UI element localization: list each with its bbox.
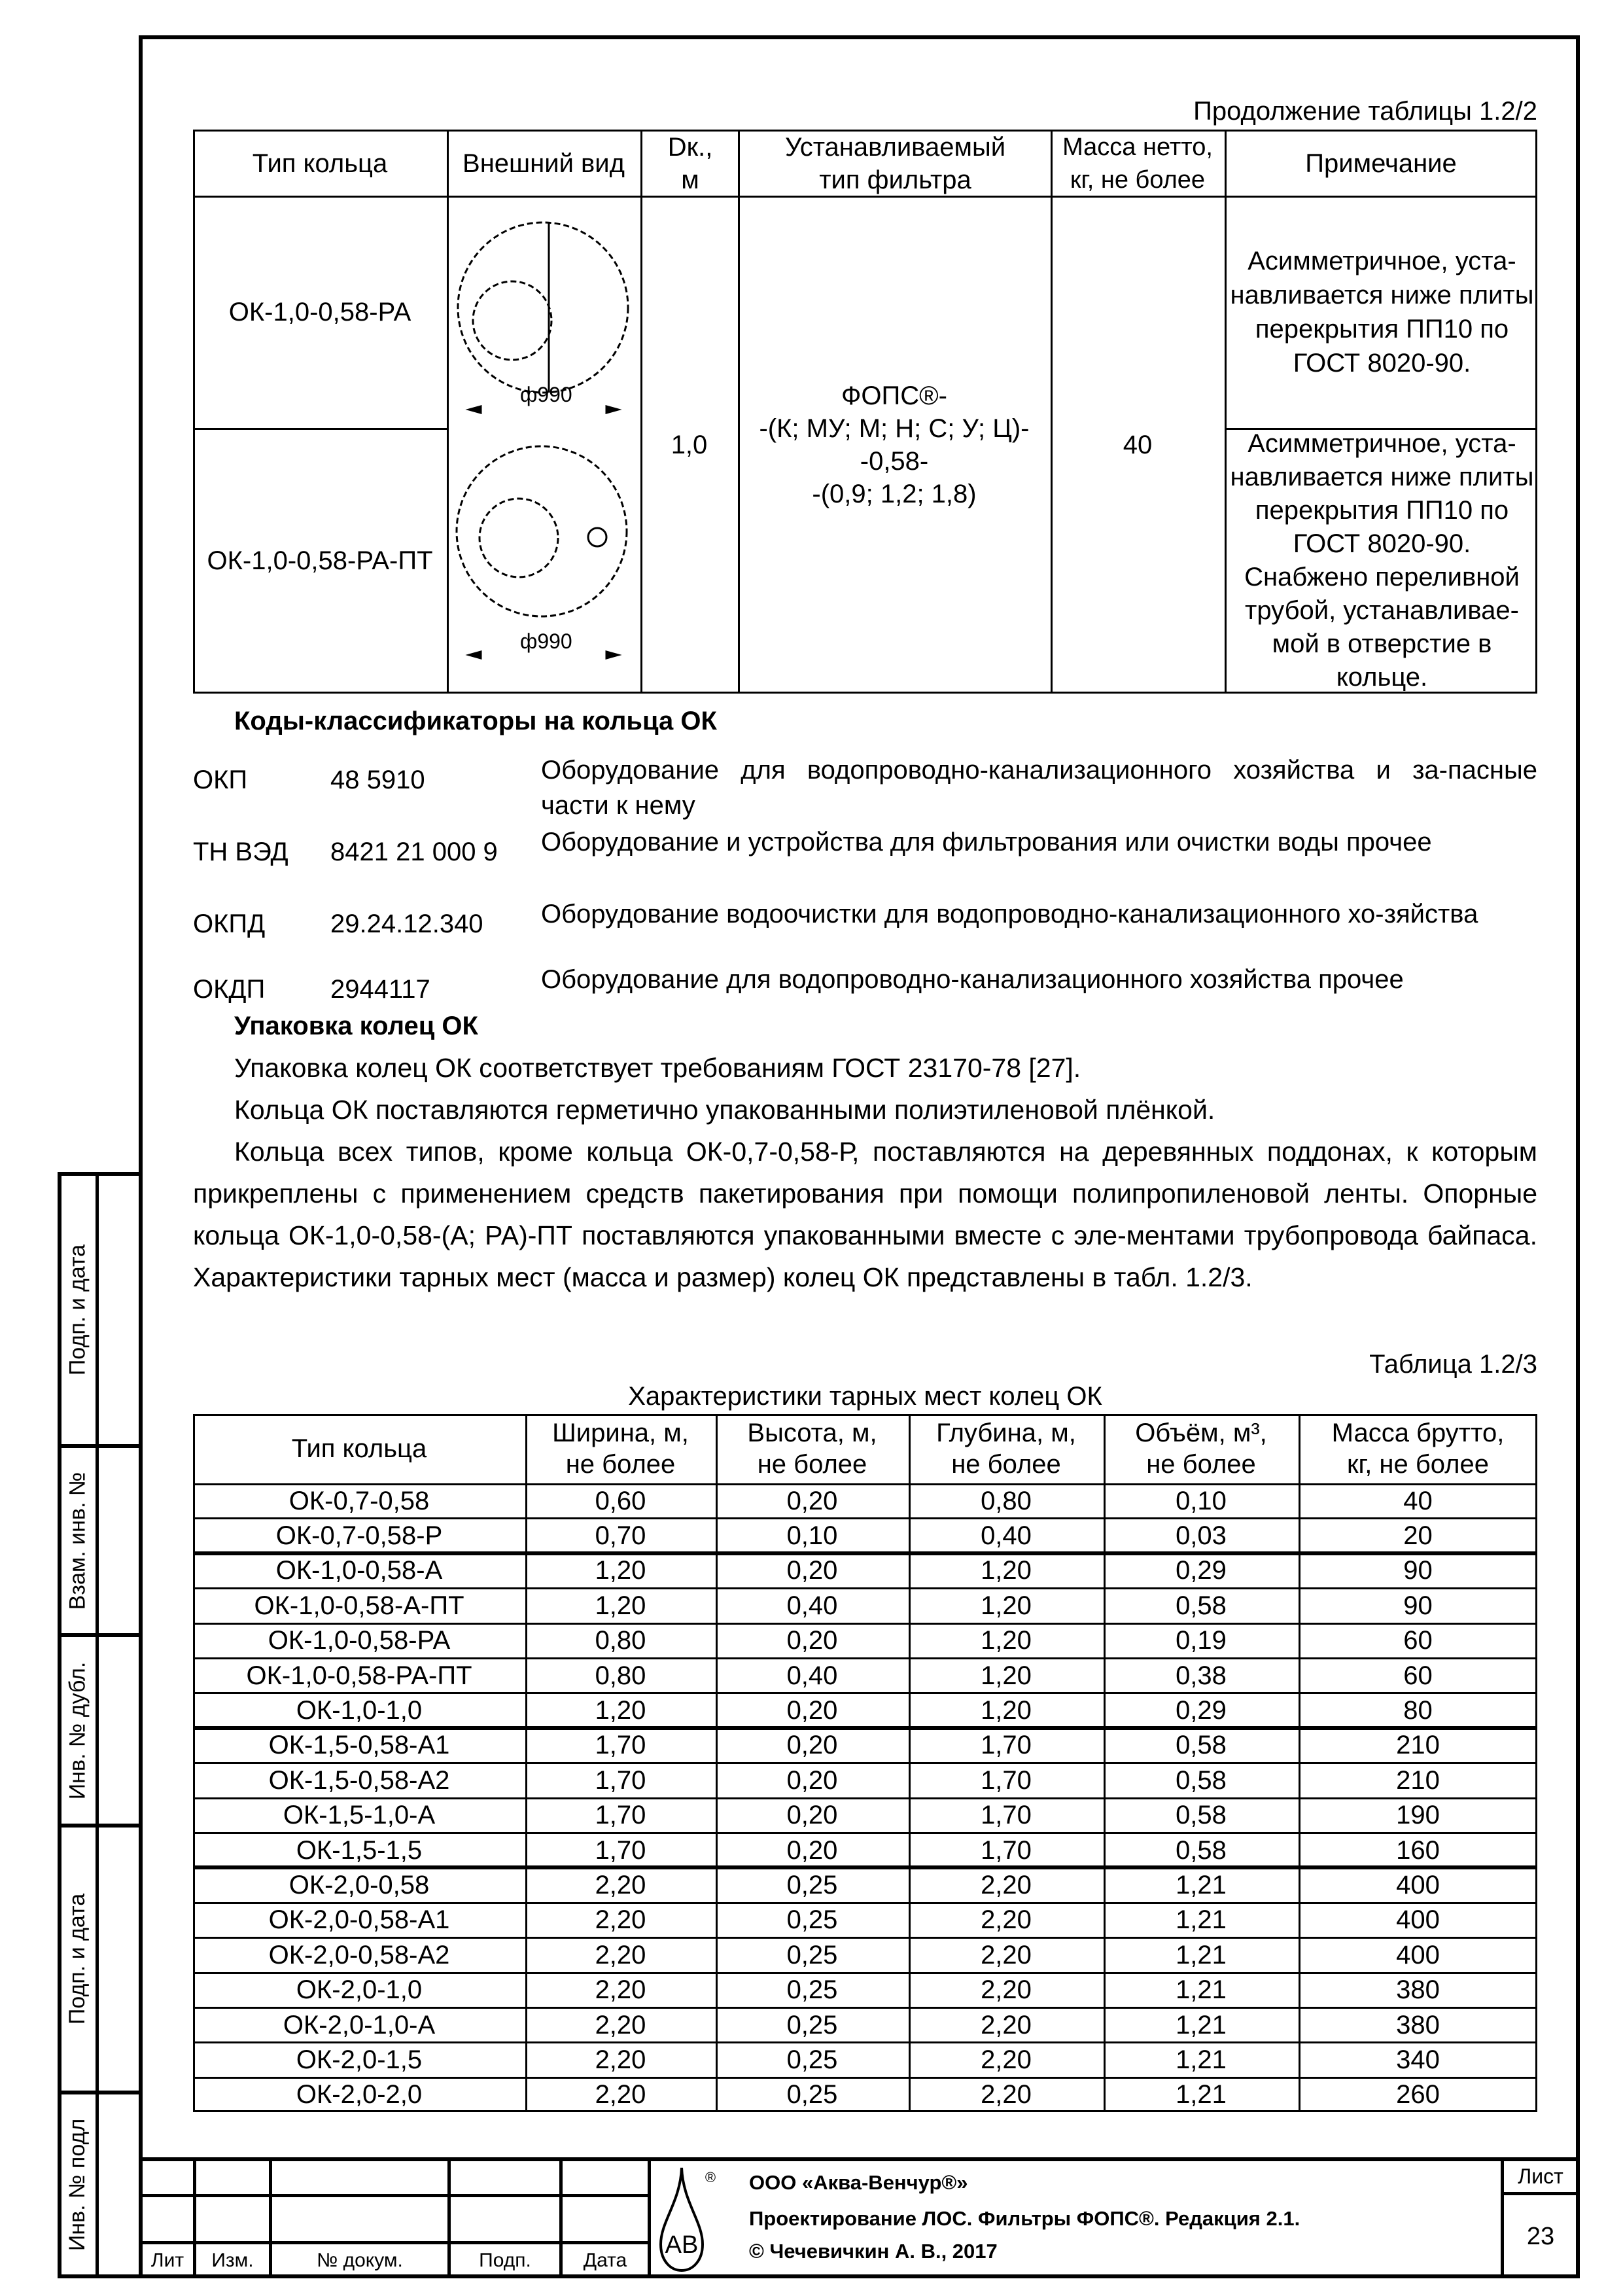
table-cell: 0,10	[786, 1521, 838, 1551]
code-label: ОКПД	[193, 910, 266, 938]
table-cell: 1,70	[981, 1835, 1032, 1865]
table-cell: 2,20	[981, 2010, 1032, 2040]
table-cell: 260	[1396, 2080, 1440, 2110]
table-cell: 1,70	[981, 1801, 1032, 1830]
side-stamp-label: Подп. и дата	[65, 1893, 90, 2025]
header-appearance: Внешний вид	[462, 149, 625, 178]
table-cell: 0,20	[786, 1486, 838, 1515]
table-cell: 0,25	[786, 1940, 838, 1969]
tb-col-izm: Изм.	[211, 2250, 254, 2271]
ring-drawing-ra-pt	[457, 446, 627, 658]
code-description: Оборудование и устройства для фильтрования или очистки воды прочее	[541, 828, 1432, 857]
table-cell: 1,20	[595, 1591, 646, 1620]
code-value: 8421 21 000 9	[330, 838, 498, 866]
table-cell: 1,70	[981, 1731, 1032, 1760]
arrow-right-icon	[606, 652, 618, 658]
paragraph: Кольца ОК поставляются герметично упакованными полиэтиленовой плёнкой.	[234, 1095, 1215, 1125]
side-stamp-label: Инв. № подл	[65, 2118, 90, 2252]
copyright: © Чечевичкин А. В., 2017	[749, 2240, 998, 2263]
table-cell: 2,20	[595, 2045, 646, 2075]
table-cell: 1,20	[981, 1696, 1032, 1725]
table-cell: 1,20	[981, 1556, 1032, 1585]
table-cell: 0,25	[786, 2080, 838, 2110]
table-cell: 2,20	[981, 1905, 1032, 1935]
arrow-left-icon	[469, 406, 481, 413]
note-cell: Асимметричное, уста-навливается ниже плиты перекрытия ПП10 по ГОСТ 8020-90.	[1230, 247, 1534, 378]
table-cell: 2,20	[595, 1975, 646, 2005]
code-description: Оборудование для водопроводно-канализационного хозяйства и за-пасные части к нему	[541, 756, 1537, 820]
table-header-cell: Глубина, м, не более	[936, 1419, 1076, 1479]
table-cell: 400	[1396, 1871, 1440, 1900]
table-cell: 380	[1396, 1975, 1440, 2005]
company-name: ООО «Аква-Венчур®»	[749, 2171, 968, 2194]
table-cell: 400	[1396, 1905, 1440, 1935]
table-cell: ОК-1,0-1,0	[296, 1696, 423, 1725]
table-cell: 1,20	[981, 1661, 1032, 1690]
header-type: Тип кольца	[252, 149, 388, 178]
table-cell: 0,20	[786, 1765, 838, 1795]
paragraph: Упаковка колец ОК соответствует требованиям ГОСТ 23170-78 [27].	[234, 1053, 1081, 1083]
table-cell: 0,25	[786, 2010, 838, 2040]
table-cell: 0,20	[786, 1696, 838, 1725]
header-filter: Устанавливаемый тип фильтра	[784, 133, 1006, 194]
table-cell: 0,20	[786, 1801, 838, 1830]
project-name: Проектирование ЛОС. Фильтры ФОПС®. Редакция 2.1.	[749, 2207, 1300, 2230]
table-cell: ОК-1,0-0,58-РА-ПТ	[246, 1661, 472, 1690]
table-cell: 0,40	[981, 1521, 1032, 1551]
table-cell: ОК-2,0-1,0-А	[283, 2010, 436, 2040]
table-cell: 210	[1396, 1731, 1440, 1760]
table-cell: 0,20	[786, 1731, 838, 1760]
table-cell: 90	[1403, 1556, 1433, 1585]
table-cell: 60	[1403, 1661, 1433, 1690]
table-cell: 2,20	[595, 2080, 646, 2110]
table-cell: 2,20	[981, 2045, 1032, 2075]
table-cell: 0,20	[786, 1556, 838, 1585]
table-cell: 0,58	[1176, 1765, 1227, 1795]
table-cell: ОК-1,0-0,58-А	[275, 1556, 443, 1585]
inner-circle	[480, 499, 558, 577]
table-cell: 1,21	[1176, 2045, 1227, 2075]
side-stamp-label: Инв. № дубл.	[65, 1661, 90, 1799]
table-cell: ОК-2,0-0,58-А1	[268, 1905, 450, 1935]
table-cell: 0,58	[1176, 1731, 1227, 1760]
outer-circle	[458, 222, 628, 393]
table-cell: 2,20	[981, 1871, 1032, 1900]
inner-circle	[473, 281, 551, 360]
sheet-number: 23	[1526, 2222, 1555, 2250]
side-stamp-divider	[96, 1172, 99, 2278]
table-cell: 1,21	[1176, 2010, 1227, 2040]
table-cell: 1,20	[595, 1556, 646, 1585]
table-cell: ОК-2,0-1,0	[296, 1975, 423, 2005]
table-cell: ОК-2,0-2,0	[296, 2080, 423, 2110]
packing-text	[193, 1047, 1537, 1298]
table-header-cell: Объём, м³, не более	[1135, 1419, 1267, 1479]
table-cell: 2,20	[981, 1940, 1032, 1969]
table-cell: 2,20	[595, 1940, 646, 1969]
tb-col-doc: № докум.	[317, 2250, 403, 2271]
code-value: 2944117	[330, 975, 430, 1004]
header-mass: Масса нетто, кг, не более	[1062, 133, 1213, 194]
table-cell: ОК-1,0-0,58-А-ПТ	[254, 1591, 464, 1620]
filter-line: -0,58-	[860, 447, 929, 476]
code-description: Оборудование для водопроводно-канализационного хозяйства прочее	[541, 965, 1404, 994]
ring-drawings	[447, 196, 640, 694]
header-note: Примечание	[1305, 149, 1457, 178]
table-cell: 190	[1396, 1801, 1440, 1830]
table-cell: 1,70	[981, 1765, 1032, 1795]
col-divider	[1225, 130, 1227, 694]
ring-type-cell: ОК-1,0-0,58-РА-ПТ	[207, 546, 433, 575]
codes-heading: Коды-классификаторы на кольца ОК	[234, 707, 717, 735]
table-cell: 1,70	[595, 1835, 646, 1865]
table-cell: 0,80	[981, 1486, 1032, 1515]
table-cell: ОК-1,5-1,0-А	[283, 1801, 436, 1830]
table-cell: 0,58	[1176, 1801, 1227, 1830]
table-cell: ОК-0,7-0,58-Р	[275, 1521, 443, 1551]
code-label: ТН ВЭД	[193, 838, 288, 866]
table-cell: 340	[1396, 2045, 1440, 2075]
overflow-hole	[588, 528, 606, 546]
side-stamp-label: Взам. инв. №	[65, 1472, 90, 1610]
table-cell: 0,58	[1176, 1591, 1227, 1620]
code-value: 48 5910	[330, 766, 425, 794]
code-value: 29.24.12.340	[330, 910, 483, 938]
table-cell: 1,21	[1176, 1975, 1227, 2005]
table-cell: 160	[1396, 1835, 1440, 1865]
table-cell: 80	[1403, 1696, 1433, 1725]
table-cell: ОК-1,5-0,58-А2	[268, 1765, 450, 1795]
packing-heading: Упаковка колец ОК	[234, 1012, 478, 1040]
sheet-label: Лист	[1518, 2164, 1563, 2188]
table-number: Таблица 1.2/3	[1369, 1350, 1537, 1379]
table-header-cell: Высота, м, не более	[747, 1419, 877, 1479]
code-description: Оборудование водоочистки для водопроводно-канализационного хо-зяйства	[541, 900, 1478, 928]
table-cell: 1,70	[595, 1801, 646, 1830]
table-cell: 20	[1403, 1521, 1433, 1551]
table-cell: 0,19	[1176, 1626, 1227, 1655]
table-cell: 380	[1396, 2010, 1440, 2040]
title-block-top	[140, 2157, 1579, 2161]
table-cell: 0,38	[1176, 1661, 1227, 1690]
table-cell: 0,20	[786, 1835, 838, 1865]
tb-row	[140, 2194, 649, 2197]
table-cell: 0,40	[786, 1591, 838, 1620]
table-continuation-caption: Продолжение таблицы 1.2/2	[1193, 97, 1537, 126]
table-cell: 0,58	[1176, 1835, 1227, 1865]
tb-col-sign: Подп.	[479, 2250, 531, 2271]
table-cell: 0,25	[786, 1871, 838, 1900]
dk-value: 1,0	[671, 431, 708, 459]
table-cell: 400	[1396, 1940, 1440, 1969]
table-cell: 1,21	[1176, 2080, 1227, 2110]
table-cell: 1,20	[595, 1696, 646, 1725]
table-cell: 0,80	[595, 1661, 646, 1690]
table-cell: 2,20	[595, 1871, 646, 1900]
table-cell: 1,21	[1176, 1871, 1227, 1900]
table-cell: ОК-1,0-0,58-РА	[268, 1626, 451, 1655]
svg-text:®: ®	[705, 2169, 716, 2185]
side-stamp-label: Подп. и дата	[65, 1244, 90, 1375]
mass-value: 40	[1123, 431, 1153, 459]
filter-line: -(0,9; 1,2; 1,8)	[812, 480, 977, 508]
header-dk: Dк., м	[667, 133, 713, 194]
table-cell: 0,70	[595, 1521, 646, 1551]
table-cell: 0,29	[1176, 1556, 1227, 1585]
diameter-label: ф990	[520, 383, 572, 406]
company-logo	[654, 2163, 720, 2277]
table-header-cell: Тип кольца	[291, 1434, 427, 1463]
table-cell: 0,40	[786, 1661, 838, 1690]
table-cell: 210	[1396, 1765, 1440, 1795]
table-cell: 1,70	[595, 1765, 646, 1795]
table-cell: 0,60	[595, 1486, 646, 1515]
table-cell: 0,29	[1176, 1696, 1227, 1725]
table-cell: 0,10	[1176, 1486, 1227, 1515]
table-cell: 0,80	[595, 1626, 646, 1655]
table-cell: 1,21	[1176, 1905, 1227, 1935]
table-cell: 0,25	[786, 1975, 838, 2005]
table-cell: ОК-2,0-0,58	[288, 1871, 430, 1900]
filter-type-cell	[738, 196, 1051, 694]
note-cell: Асимметричное, уста-навливается ниже плиты перекрытия ПП10 по ГОСТ 8020-90. Снабжено переливной трубой, устанавливае-мой в отверстие в кольце.	[1230, 429, 1534, 692]
table-cell: 2,20	[595, 2010, 646, 2040]
filter-line: ФОПС®-	[841, 381, 947, 410]
arrow-right-icon	[606, 406, 618, 413]
table-cell: 2,20	[595, 1905, 646, 1935]
table-cell: 0,25	[786, 2045, 838, 2075]
code-label: ОКДП	[193, 975, 266, 1004]
table-title: Характеристики тарных мест колец ОК	[628, 1382, 1102, 1411]
table-cell: 1,21	[1176, 1940, 1227, 1969]
logo-text: АВ	[665, 2231, 699, 2259]
table-header-cell: Масса брутто, кг, не более	[1331, 1419, 1505, 1479]
table-cell: 0,20	[786, 1626, 838, 1655]
table-cell: ОК-2,0-0,58-А2	[268, 1940, 450, 1969]
tb-col-date: Дата	[583, 2250, 627, 2271]
table-header-cell: Ширина, м, не более	[552, 1419, 689, 1479]
tb-col	[648, 2159, 651, 2277]
table-cell: 40	[1403, 1486, 1433, 1515]
table-cell: 60	[1403, 1626, 1433, 1655]
table-cell: ОК-0,7-0,58	[288, 1486, 430, 1515]
table-cell: 90	[1403, 1591, 1433, 1620]
table-cell: 0,03	[1176, 1521, 1227, 1551]
arrow-left-icon	[469, 652, 481, 658]
table-cell: 1,70	[595, 1731, 646, 1760]
outer-circle	[457, 446, 627, 616]
table-cell: ОК-1,5-0,58-А1	[268, 1731, 450, 1760]
table-cell: ОК-2,0-1,5	[296, 2045, 423, 2075]
paragraph: Кольца всех типов, кроме кольца ОК-0,7-0,58-Р, поставляются на деревянных поддонах, к которым прикреплены с применением средств пакетирования при помощи полипропиленовой ленты. Опорные кольца ОК-1,0-0,58-(А; РА)-ПТ поставляются упакованными вместе с эле-ментами трубопровода байпаса. Характеристики тарных мест (масса и размер) колец ОК представлены в табл. 1.2/3.	[193, 1137, 1537, 1292]
table-cell: ОК-1,5-1,5	[296, 1835, 423, 1865]
table-cell: 1,20	[981, 1591, 1032, 1620]
table-cell: 0,25	[786, 1905, 838, 1935]
code-label: ОКП	[193, 766, 248, 794]
table-cell: 2,20	[981, 1975, 1032, 2005]
table-cell: 2,20	[981, 2080, 1032, 2110]
filter-line: -(К; МУ; М; Н; С; У; Ц)-	[759, 414, 1030, 443]
ring-type-cell: ОК-1,0-0,58-РА	[228, 298, 411, 327]
diameter-label: ф990	[520, 629, 572, 653]
table-cell: 1,20	[981, 1626, 1032, 1655]
tb-col-lit: Лит	[150, 2250, 184, 2271]
